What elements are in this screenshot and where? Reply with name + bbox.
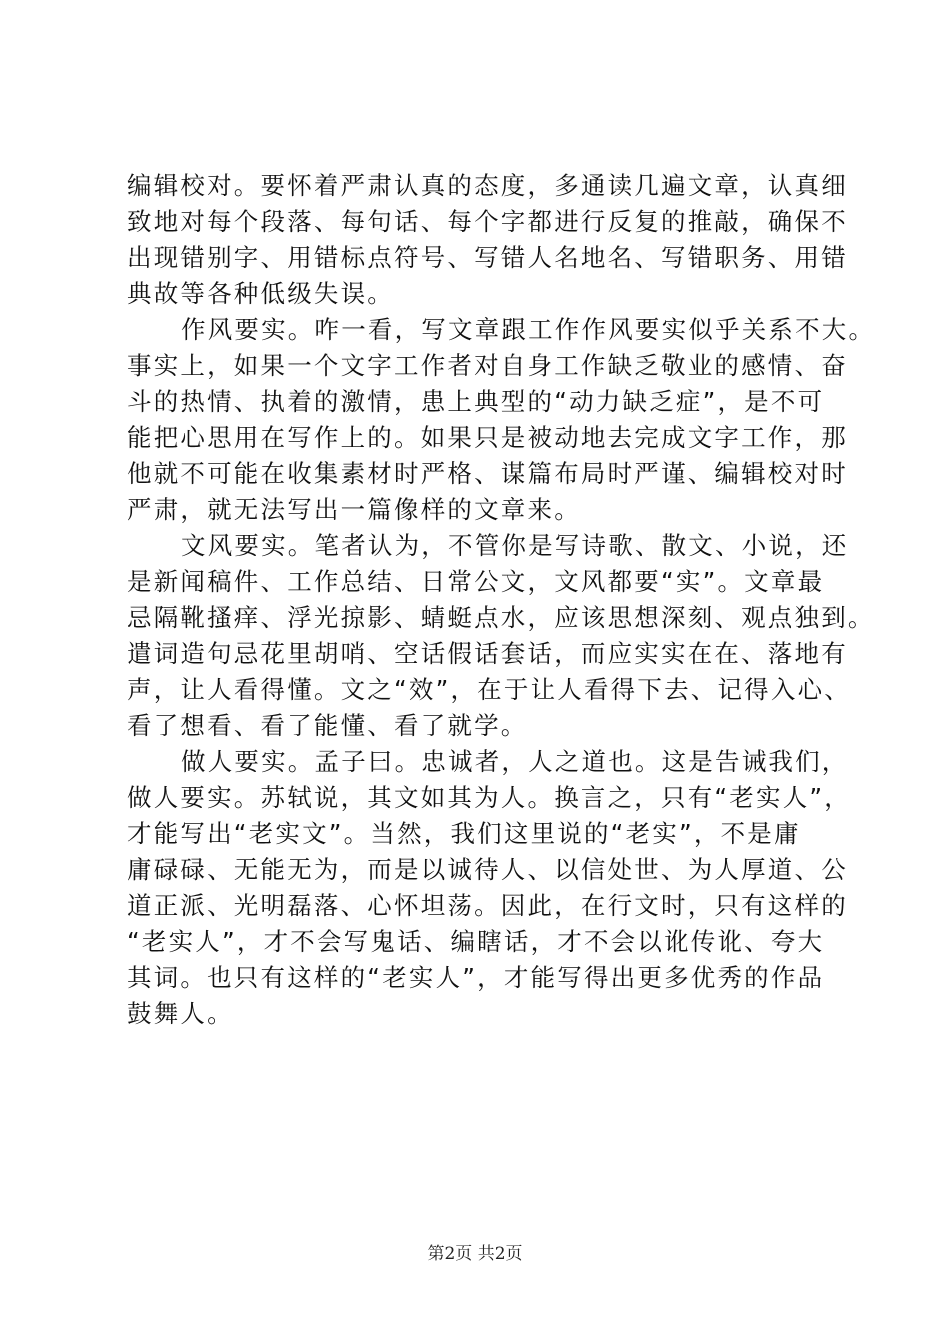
text-line: 道正派、光明磊落、心怀坦荡。因此，在行文时，只有这样的 [127, 891, 848, 920]
document-body [127, 168, 876, 1032]
paragraph-1 [127, 168, 848, 312]
text-line: 忌隔靴搔痒、浮光掠影、蜻蜓点水，应该思想深刻、观点独到。 [127, 603, 875, 632]
text-line: 斗的热情、执着的激情，患上典型的“动力缺乏症”，是不可 [127, 387, 825, 416]
text-line: 编辑校对。要怀着严肃认真的态度，多通读几遍文章，认真细 [127, 171, 848, 200]
text-line: “老实人”，才不会写鬼话、编瞎话，才不会以讹传讹、夸大 [127, 927, 825, 956]
text-line: 他就不可能在收集素材时严格、谋篇布局时严谨、编辑校对时 [127, 459, 848, 488]
text-line: 做人要实。苏轼说，其文如其为人。换言之，只有“老实人”， [127, 783, 851, 812]
paragraph-2 [127, 312, 876, 528]
text-line: 事实上，如果一个文字工作者对自身工作缺乏敬业的感情、奋 [127, 351, 848, 380]
text-line: 作风要实。咋一看，写文章跟工作作风要实似乎关系不大。 [181, 315, 876, 344]
text-line: 能把心思用在写作上的。如果只是被动地去完成文字工作，那 [127, 423, 848, 452]
text-line: 致地对每个段落、每句话、每个字都进行反复的推敲，确保不 [127, 207, 848, 236]
paragraph-4 [127, 744, 851, 1032]
text-line: 是新闻稿件、工作总结、日常公文，文风都要“实”。文章最 [127, 567, 825, 596]
text-line: 声，让人看得懂。文之“效”，在于让人看得下去、记得入心、 [127, 675, 851, 704]
text-line: 典故等各种低级失误。 [127, 279, 394, 308]
text-line: 其词。也只有这样的“老实人”，才能写得出更多优秀的作品 [127, 963, 825, 992]
page-footer: 第2页 共2页 [427, 1244, 523, 1264]
text-line: 鼓舞人。 [127, 999, 234, 1028]
text-line: 才能写出“老实文”。当然，我们这里说的“老实”，不是庸 [127, 819, 801, 848]
text-line: 严肃，就无法写出一篇像样的文章来。 [127, 495, 581, 524]
text-line: 做人要实。孟子曰。忠诚者，人之道也。这是告诫我们， [181, 747, 849, 776]
text-line: 遣词造句忌花里胡哨、空话假话套话，而应实实在在、落地有 [127, 639, 848, 668]
text-line: 文风要实。笔者认为，不管你是写诗歌、散文、小说，还 [181, 531, 849, 560]
text-line: 庸碌碌、无能无为，而是以诚待人、以信处世、为人厚道、公 [127, 855, 848, 884]
paragraph-3 [127, 528, 875, 744]
text-line: 出现错别字、用错标点符号、写错人名地名、写错职务、用错 [127, 243, 848, 272]
text-line: 看了想看、看了能懂、看了就学。 [127, 711, 528, 740]
